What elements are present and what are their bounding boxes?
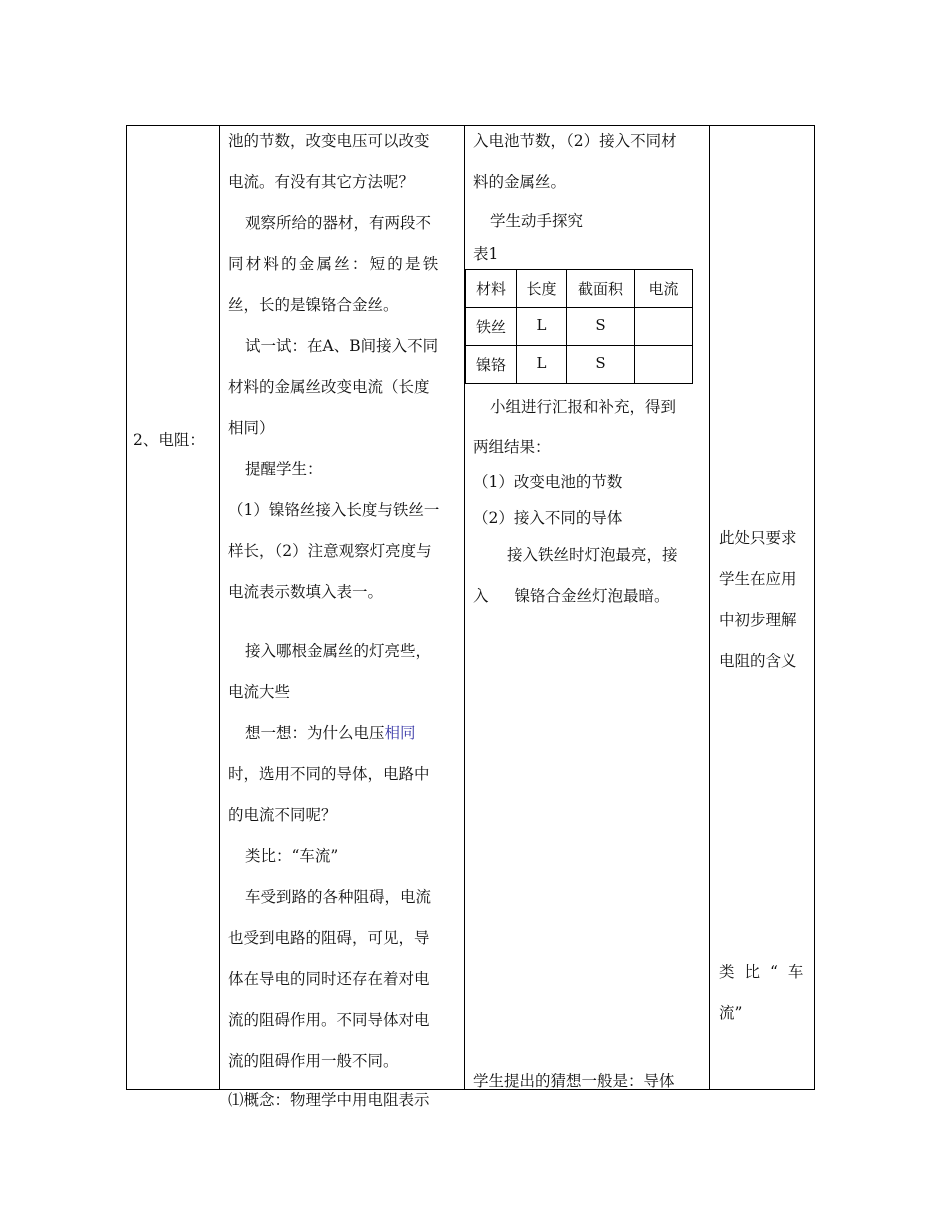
text-line: 学生提出的猜想一般是：导体 xyxy=(473,1072,675,1090)
text-line: 流的阻碍作用。不同导体对电 xyxy=(228,1011,430,1029)
text-line: （2）接入不同的导体 xyxy=(473,509,623,527)
text-line: 时，选用不同的导体，电路中 xyxy=(228,765,430,783)
text-line: 料的金属丝。 xyxy=(473,173,567,191)
text-line: 电流大些 xyxy=(228,683,291,701)
table-cell: L xyxy=(536,316,547,334)
highlighted-word: 相同 xyxy=(384,724,416,742)
text-line: （1）改变电池的节数 xyxy=(473,473,623,491)
table-caption: 表1 xyxy=(473,245,499,263)
section-heading: 2、电阻： xyxy=(133,431,205,449)
table-header-cell: 材料 xyxy=(475,280,506,298)
table-cell: S xyxy=(595,316,606,334)
table-row xyxy=(466,308,693,346)
column-divider xyxy=(219,125,220,1090)
table-header-cell: 长度 xyxy=(526,280,557,298)
text-line: 接入哪根金属丝的灯亮些， xyxy=(245,642,432,660)
note-line: 电阻的含义 xyxy=(719,652,797,670)
text-line: 电流。有没有其它方法呢？ xyxy=(228,173,415,191)
text-line: 提醒学生： xyxy=(245,460,323,478)
text-line: 学生动手探究 xyxy=(490,212,584,230)
text-line: 材料的金属丝改变电流（长度 xyxy=(228,378,430,396)
table-header-cell: 电流 xyxy=(648,280,679,298)
text-line: （1）镍铬丝接入长度与铁丝一 xyxy=(228,501,440,519)
text-line: 同材料的金属丝：短的是铁 xyxy=(228,255,441,273)
note-line: 中初步理解 xyxy=(719,611,797,629)
text-line: 接入铁丝时灯泡最亮，接 xyxy=(507,546,678,564)
text-line: 想一想：为什么电压相同 xyxy=(245,724,416,742)
note-line: 流” xyxy=(719,1004,743,1022)
column-divider xyxy=(709,125,710,1090)
text-line: 池的节数，改变电压可以改变 xyxy=(228,132,430,150)
text-line: 入电池节数，（2）接入不同材 xyxy=(473,132,677,150)
text-line: 类比：“车流” xyxy=(245,847,339,865)
text-line: 的电流不同呢？ xyxy=(228,806,337,824)
text-line: ⑴概念：物理学中用电阻表示 xyxy=(228,1091,430,1109)
table-row xyxy=(466,346,693,384)
text-line: 流的阻碍作用一般不同。 xyxy=(228,1052,399,1070)
text-line: 电流表示数填入表一。 xyxy=(228,583,384,601)
text-line: 观察所给的器材，有两段不 xyxy=(245,214,432,232)
table-cell xyxy=(635,308,692,316)
text-line: 两组结果： xyxy=(473,438,551,456)
table-cell: S xyxy=(595,354,606,372)
note-line: 类比“车 xyxy=(719,963,814,981)
text-line: 车受到路的各种阻碍，电流 xyxy=(245,888,432,906)
text-line: 试一试：在A、B间接入不同 xyxy=(245,337,439,355)
table-cell: 铁丝 xyxy=(475,318,506,336)
data-table xyxy=(465,269,693,384)
text-line: 入 镍铬合金丝灯泡最暗。 xyxy=(473,587,670,605)
text-line: 小组进行汇报和补充，得到 xyxy=(490,398,677,416)
table-header-row xyxy=(466,270,693,308)
table-cell xyxy=(635,346,692,354)
table-cell: L xyxy=(536,354,547,372)
table-header-cell: 截面积 xyxy=(577,280,623,298)
note-line: 此处只要求 xyxy=(719,529,797,547)
text-line: 样长，（2）注意观察灯亮度与 xyxy=(228,542,432,560)
text-line: 丝，长的是镍铬合金丝。 xyxy=(228,296,399,314)
note-line: 学生在应用 xyxy=(719,570,797,588)
table-cell: 镍铬 xyxy=(475,356,506,374)
text-line: 也受到电路的阻碍，可见，导 xyxy=(228,929,430,947)
text-line: 相同） xyxy=(228,419,275,437)
text-line: 体在导电的同时还存在着对电 xyxy=(228,970,430,988)
